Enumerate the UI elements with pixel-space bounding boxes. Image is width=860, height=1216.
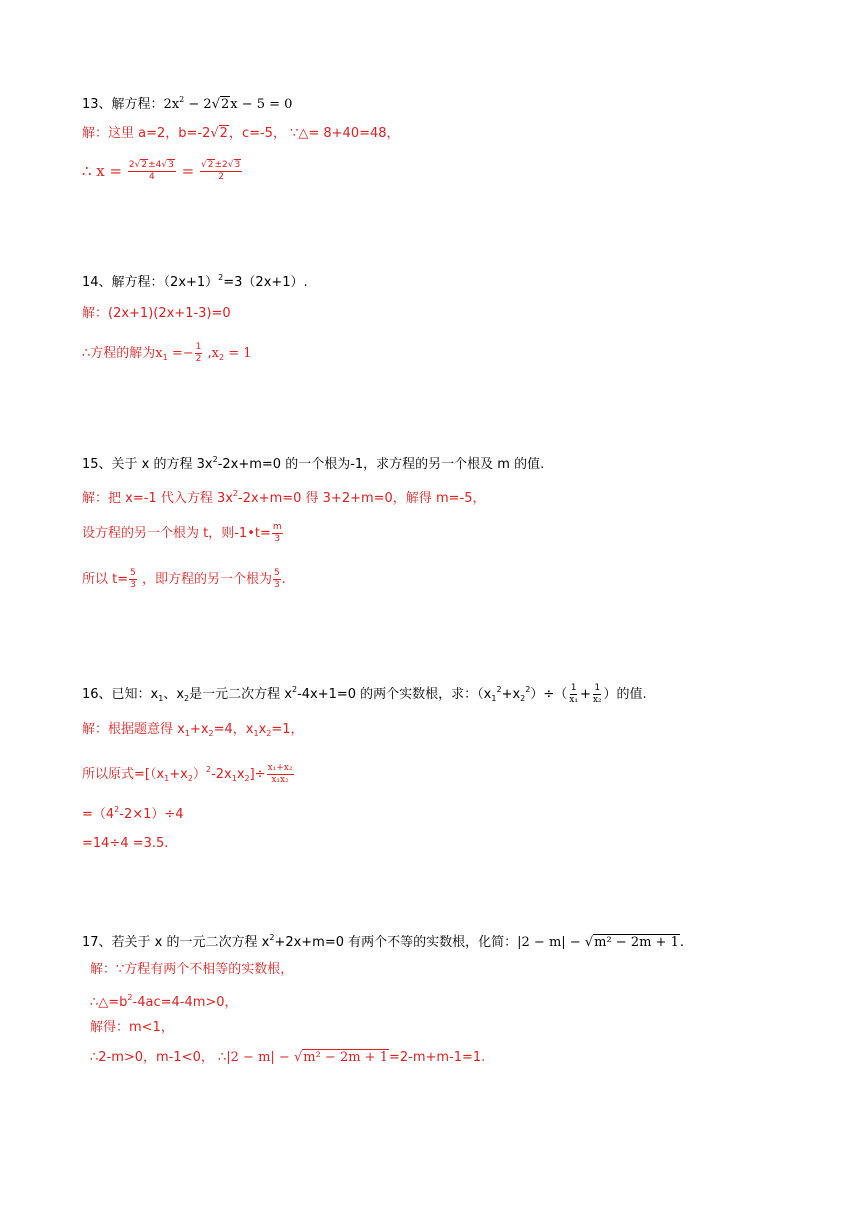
fraction: $\frac{5}{3}$ (130, 568, 136, 590)
problem-16-answer-line-2: 所以原式$=[(x_1+x_2)^2-2x_1x_2]\div$ $\frac{\text{x₁+x₂}}{\text{x₁x₂}}$ (82, 763, 293, 785)
problem-17-answer-line-3: 解得：m<1， (90, 1020, 174, 1035)
problem-16-answer-line-1: 解：根据题意得 $x_1+x_2=4$，$x_1x_2=1$， (82, 722, 304, 738)
problem-15-answer-line-3: 所以 t= $\frac{5}{3}$ ，即方程的另一个根为 $\frac{5}{3}$ . (82, 568, 286, 590)
problem-label: 13、解方程： (82, 97, 164, 112)
problem-17-answer-line-1: 解：∵方程有两个不相等的实数根， (90, 962, 294, 977)
sqrt-symbol: √m² − 2m + 1 (293, 1050, 388, 1065)
fraction: $\frac{5}{3}$ (274, 568, 280, 590)
fraction: $\frac{√2\pm 2√3}{2}$ (201, 160, 241, 182)
sqrt-symbol: √2 (210, 126, 228, 141)
problem-14-question: 14、解方程：$(2x+1)^2=3(2x+1)$. (82, 273, 308, 290)
problem-13-answer-line-2: ∴ x = $\frac{2√2\pm 4√3}{4}$ = $\frac{√2\pm 2√3}{2}$ (82, 160, 241, 182)
problem-13-question: 13、解方程：$2x^2 - 2√2x - 5 = 0$ (82, 90, 292, 115)
problem-15-answer-line-1: 解：把 x=-1 代入方程 $3x^2-2x+m=0$ 得 3+2+m=0，解得 m=-5， (82, 489, 486, 506)
fraction: $\frac{2√2\pm 4√3}{4}$ (128, 160, 174, 182)
problem-16-question: 16、已知：$x_1$、$x_2$是一元二次方程 $x^2-4x+1=0$ 的两个实数根，求：$(x_1^2+x_2^2)\div$（ $\frac{1}{\text{x₁}}$ + $\frac{1}{\text{x₂}}$ ）的值. (82, 683, 647, 705)
problem-15-question: 15、关于 x 的方程 $3x^2-2x+m=0$ 的一个根为-1，求方程的另一个根及 m 的值. (82, 455, 545, 472)
sqrt-symbol: √2 (211, 97, 230, 112)
problem-17-answer-line-2: $\therefore\triangle=b^2-4ac=4-4m>0$， (90, 993, 238, 1010)
problem-13-answer-line-1: 解：这里 a=2，b=-2√2，c=-5， ∵△= 8+40=48， (82, 124, 400, 144)
problem-14-answer-line-1: 解：(2x+1)(2x+1-3)=0 (82, 306, 231, 321)
problem-15-answer-line-2: 设方程的另一个根为 t，则-1•t= $\frac{m}{3}$ (82, 522, 282, 544)
problem-16-answer-line-4: =14÷4 =3.5. (82, 836, 169, 851)
sqrt-symbol: √m² − 2m + 1 (584, 935, 679, 950)
problem-14-answer-line-2: ∴方程的解为$x_1$ =− $\frac{1}{2}$ $,x_2 = 1$ (82, 342, 252, 364)
problem-17-answer-line-4: ∴2-m>0，m-1<0， ∴|2 − m| − √m² − 2m + 1=2-m+m-1=1. (90, 1048, 485, 1068)
fraction: $\frac{1}{\text{x₂}}$ (592, 683, 602, 705)
fraction: $\frac{1}{\text{x₁}}$ (569, 683, 578, 705)
problem-16-answer-line-3: $=(4^2-2\times 1)\div 4$ (82, 805, 184, 822)
problem-17-question: 17、若关于 x 的一元二次方程 $x^2+2x+m=0$ 有两个不等的实数根，化简：|2 − m| − √m² − 2m + 1. (82, 928, 684, 953)
fraction: $\frac{1}{2}$ (195, 342, 202, 364)
fraction: $\frac{m}{3}$ (272, 522, 282, 544)
fraction: $\frac{\text{x₁+x₂}}{\text{x₁x₂}}$ (267, 763, 293, 785)
